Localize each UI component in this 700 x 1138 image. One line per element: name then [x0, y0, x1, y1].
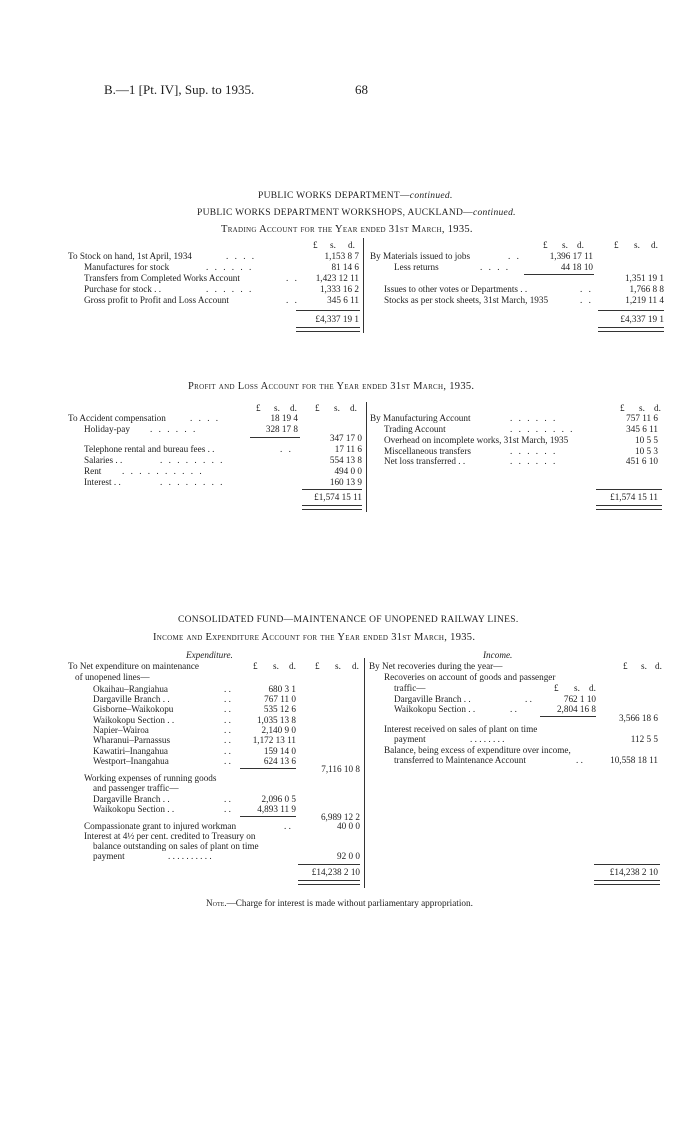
trading-debit-row: Manufactures for stock [84, 262, 170, 272]
page-reference: B.—1 [Pt. IV], Sup. to 1935. [104, 82, 255, 97]
leader-dots: . . . . . . . . [160, 477, 225, 487]
income-line-amount: 762 1 10 [563, 694, 596, 704]
trading-credit-col-s2: s. [634, 240, 640, 250]
rule [250, 437, 300, 438]
double-rule [296, 327, 360, 332]
pl-debit-total: £1,574 15 11 [314, 492, 362, 502]
pl-credit-col: s. [639, 403, 645, 413]
pl-debit-col: d. [290, 403, 297, 413]
column-divider [364, 658, 365, 888]
pl-credit-row: Overhead on incomplete works, 31st March, 1935 [384, 435, 569, 445]
trading-account-title: Trading Account for the Year ended 31st March, 1935. [221, 224, 473, 235]
trading-debit-col-s: s. [330, 240, 336, 250]
rule [540, 716, 596, 717]
pl-credit-amount: 757 11 6 [626, 413, 658, 423]
workshops-title: PUBLIC WORKS DEPARTMENT WORKSHOPS, AUCKLAND—continued. [197, 208, 516, 218]
working-expenses-label: and passenger traffic— [93, 783, 179, 793]
rule [598, 310, 664, 311]
leader-dots: . . [224, 804, 231, 814]
pl-debit-row: Salaries . . [84, 455, 123, 465]
leader-dots: . . [280, 444, 293, 454]
trading-credit-row: Issues to other votes or Departments . . [384, 284, 528, 294]
income-line: Waikokopu Section . . [394, 704, 476, 714]
pl-credit-row: Net loss transferred . . [384, 456, 466, 466]
income-heading: Income. [483, 650, 513, 660]
exp-col: £ [315, 661, 320, 671]
income-sub-label: traffic— [394, 683, 426, 693]
trading-credit-col-s: s. [562, 240, 568, 250]
inc-col: d. [655, 661, 662, 671]
trading-credit-col-pound: £ [543, 240, 548, 250]
income-interest-amount: 112 5 5 [630, 734, 658, 744]
rule [240, 768, 296, 769]
exp-lines-total: 7,116 10 8 [321, 764, 360, 774]
working-line: Dargaville Branch . . [93, 794, 170, 804]
double-rule [298, 880, 360, 885]
expenditure-total: £14,238 2 10 [311, 867, 360, 877]
exp-col: d. [289, 661, 296, 671]
trading-debit-row: To Stock on hand, 1st April, 1934 [68, 251, 192, 261]
exp-line: Napier–Wairoa [93, 725, 149, 735]
pl-debit-col: s. [334, 403, 340, 413]
leader-dots: . . . . . . . . . . [122, 466, 204, 476]
inc-sub-col: d. [589, 683, 596, 693]
trading-credit-col-pound2: £ [614, 240, 619, 250]
pl-debit-amount: 347 17 0 [329, 433, 362, 443]
trading-credit-col-d: d. [577, 240, 584, 250]
rule [596, 489, 662, 490]
exp-line: Wharanui–Parnassus [93, 735, 171, 745]
leader-dots: . . . . . . [510, 446, 558, 456]
leader-dots: . . . . [480, 262, 511, 272]
income-intro: By Net recoveries during the year— [369, 661, 503, 671]
exp-col: £ [253, 661, 258, 671]
pl-debit-amount: 160 13 9 [329, 477, 362, 487]
exp-intro: To Net expenditure on maintenance [68, 661, 199, 671]
exp-col: s. [273, 661, 279, 671]
department-title: PUBLIC WORKS DEPARTMENT—continued. [258, 191, 453, 201]
exp-col: s. [335, 661, 341, 671]
leader-dots: . . [286, 295, 299, 305]
exp-line: Westport–Inangahua [93, 756, 169, 766]
working-expenses-label: Working expenses of running goods [84, 773, 217, 783]
interest-label: payment [93, 851, 125, 861]
leader-dots: . . . . . . . . [160, 455, 225, 465]
trading-credit-subamount: 44 18 10 [560, 262, 593, 272]
page-number: 68 [355, 82, 368, 97]
trading-credit-row: Stocks as per stock sheets, 31st March, 1935 [384, 295, 549, 305]
pl-debit-amount: 554 13 8 [329, 455, 362, 465]
trading-credit-amount: 1,766 8 8 [629, 284, 664, 294]
pl-debit-col: d. [350, 403, 357, 413]
income-lines-total: 3,566 18 6 [618, 713, 658, 723]
column-divider [363, 238, 364, 333]
leader-dots: . . . . . . . . [470, 734, 505, 744]
leader-dots: . . [224, 684, 231, 694]
rule [298, 864, 360, 865]
trading-credit-row: Less returns [394, 262, 439, 272]
pl-debit-subamount: 328 17 8 [265, 424, 298, 434]
rule [302, 489, 362, 490]
pl-debit-col: £ [315, 403, 320, 413]
leader-dots: . . . . . . [206, 284, 254, 294]
leader-dots: . . [525, 694, 532, 704]
exp-line: Dargaville Branch . . [93, 694, 170, 704]
pl-credit-row: Trading Account [384, 424, 446, 434]
working-total: 6,989 12 2 [320, 812, 360, 822]
leader-dots: . . [580, 295, 593, 305]
leader-dots: . . [224, 735, 231, 745]
income-interest-label: payment [394, 734, 426, 744]
pl-credit-row: Miscellaneous transfers [384, 446, 471, 456]
interest-amount: 92 0 0 [337, 851, 360, 861]
leader-dots: . . [286, 273, 299, 283]
trading-debit-amount: 1,423 12 11 [315, 273, 359, 283]
double-rule [302, 505, 362, 510]
working-line-amount: 2,096 0 5 [261, 794, 296, 804]
pl-credit-total: £1,574 15 11 [610, 492, 658, 502]
pl-credit-amount: 10 5 3 [635, 446, 658, 456]
pl-debit-row: Telephone rental and bureau fees . . [84, 444, 215, 454]
exp-line: Waikokopu Section . . [93, 715, 175, 725]
exp-col: d. [352, 661, 359, 671]
leader-dots: . . . . . . [510, 456, 558, 466]
leader-dots: . . . . . . [206, 262, 254, 272]
rule [524, 274, 594, 275]
trading-credit-amount: 1,351 19 1 [624, 273, 664, 283]
pl-debit-col: s. [274, 403, 280, 413]
expenditure-heading: Expenditure. [186, 650, 233, 660]
trading-debit-amount: 81 14 6 [331, 262, 359, 272]
trading-debit-row: Gross profit to Profit and Loss Account [84, 295, 229, 305]
rule [594, 864, 660, 865]
trading-credit-amount: 1,219 11 4 [625, 295, 664, 305]
exp-intro: of unopened lines— [75, 672, 150, 682]
inc-col: £ [623, 661, 628, 671]
interest-label: balance outstanding on sales of plant on time [93, 841, 259, 851]
leader-dots: . . . . . . . . [510, 424, 575, 434]
leader-dots: . . . . [226, 251, 257, 261]
leader-dots: . . [508, 251, 521, 261]
column-divider [366, 402, 367, 512]
income-line-amount: 2,804 16 8 [556, 704, 596, 714]
pl-debit-row: To Accident compensation [68, 413, 166, 423]
rule [240, 816, 296, 817]
pl-credit-amount: 10 5 5 [635, 435, 658, 445]
exp-line-amount: 2,140 9 0 [261, 725, 296, 735]
compassionate-grant-label: Compassionate grant to injured workman [84, 821, 237, 831]
double-rule [598, 327, 664, 332]
exp-line-amount: 159 14 0 [263, 746, 296, 756]
pl-debit-row: Rent [84, 466, 102, 476]
trading-debit-amount: 1,153 8 7 [324, 251, 359, 261]
rule [296, 310, 360, 311]
leader-dots: . . [224, 694, 231, 704]
trading-debit-col-d: d. [348, 240, 355, 250]
ie-account-title: Income and Expenditure Account for the Year ended 31st March, 1935. [153, 632, 476, 643]
working-line: Waikokopu Section . . [93, 804, 175, 814]
inc-sub-col: £ [554, 683, 559, 693]
trading-debit-total: £4,337 19 1 [315, 314, 359, 324]
working-line-amount: 4,893 11 9 [257, 804, 296, 814]
exp-line-amount: 624 13 6 [263, 756, 296, 766]
pl-credit-col: d. [654, 403, 661, 413]
pl-credit-row: By Manufacturing Account [370, 413, 471, 423]
trading-credit-row: By Materials issued to jobs [370, 251, 471, 261]
leader-dots: . . . . . . [510, 413, 558, 423]
exp-line-amount: 680 3 1 [268, 684, 296, 694]
trading-debit-row: Purchase for stock . . [84, 284, 162, 294]
pl-account-title: Profit and Loss Account for the Year ended 31st March, 1935. [188, 381, 475, 392]
leader-dots: . . [224, 704, 231, 714]
income-sub-label: Recoveries on account of goods and passenger [384, 672, 556, 682]
leader-dots: . . . . . . [150, 424, 198, 434]
income-balance-label: transferred to Maintenance Account [394, 755, 526, 765]
pl-debit-subamount: 18 19 4 [270, 413, 298, 423]
exp-line: Okaihau–Rangiahua [93, 684, 169, 694]
inc-col: s. [641, 661, 647, 671]
leader-dots: . . [576, 755, 583, 765]
pl-debit-amount: 494 0 0 [334, 466, 362, 476]
trading-debit-amount: 345 6 11 [327, 295, 359, 305]
compassionate-grant-amount: 40 0 0 [337, 821, 360, 831]
footnote: Note.—Charge for interest is made without parliamentary appropriation. [206, 898, 473, 908]
exp-line-amount: 1,035 13 8 [256, 715, 296, 725]
exp-line-amount: 535 12 6 [263, 704, 296, 714]
pl-debit-row: Holiday-pay [84, 424, 130, 434]
leader-dots: . . [224, 794, 231, 804]
leader-dots: . . [224, 746, 231, 756]
income-total: £14,238 2 10 [609, 867, 658, 877]
trading-debit-amount: 1,333 16 2 [319, 284, 359, 294]
exp-line: Kawatiri–Inangahua [93, 746, 168, 756]
trading-credit-col-d2: d. [651, 240, 658, 250]
pl-debit-row: Interest . . [84, 477, 121, 487]
trading-credit-total: £4,337 19 1 [620, 314, 664, 324]
leader-dots: . . . . . . . . . . [168, 851, 212, 861]
leader-dots: . . [224, 725, 231, 735]
leader-dots: . . . . [190, 413, 221, 423]
pl-credit-amount: 345 6 11 [626, 424, 658, 434]
trading-debit-row: Transfers from Completed Works Account [84, 273, 240, 283]
exp-line: Gisborne–Waikokopu [93, 704, 174, 714]
exp-line-amount: 767 11 0 [264, 694, 296, 704]
exp-line-amount: 1,172 13 11 [252, 735, 296, 745]
pl-credit-col: £ [620, 403, 625, 413]
income-balance-amount: 10,558 18 11 [610, 755, 658, 765]
double-rule [596, 505, 662, 510]
income-interest-label: Interest received on sales of plant on time [384, 724, 538, 734]
income-balance-label: Balance, being excess of expenditure over income, [384, 745, 571, 755]
leader-dots: . . [284, 821, 291, 831]
pl-credit-amount: 451 6 10 [625, 456, 658, 466]
pl-debit-amount: 17 11 6 [334, 444, 362, 454]
leader-dots: . . [224, 756, 231, 766]
consolidated-fund-title: CONSOLIDATED FUND—MAINTENANCE OF UNOPENED RAILWAY LINES. [178, 615, 519, 625]
leader-dots: . . [224, 715, 231, 725]
interest-label: Interest at 4½ per cent. credited to Treasury on [84, 831, 256, 841]
leader-dots: . . [510, 704, 517, 714]
double-rule [594, 880, 660, 885]
pl-debit-col: £ [256, 403, 261, 413]
income-line: Dargaville Branch . . [394, 694, 471, 704]
inc-sub-col: s. [574, 683, 580, 693]
trading-credit-subamount: 1,396 17 11 [549, 251, 593, 261]
trading-debit-col-pound: £ [313, 240, 318, 250]
leader-dots: . . [580, 284, 593, 294]
